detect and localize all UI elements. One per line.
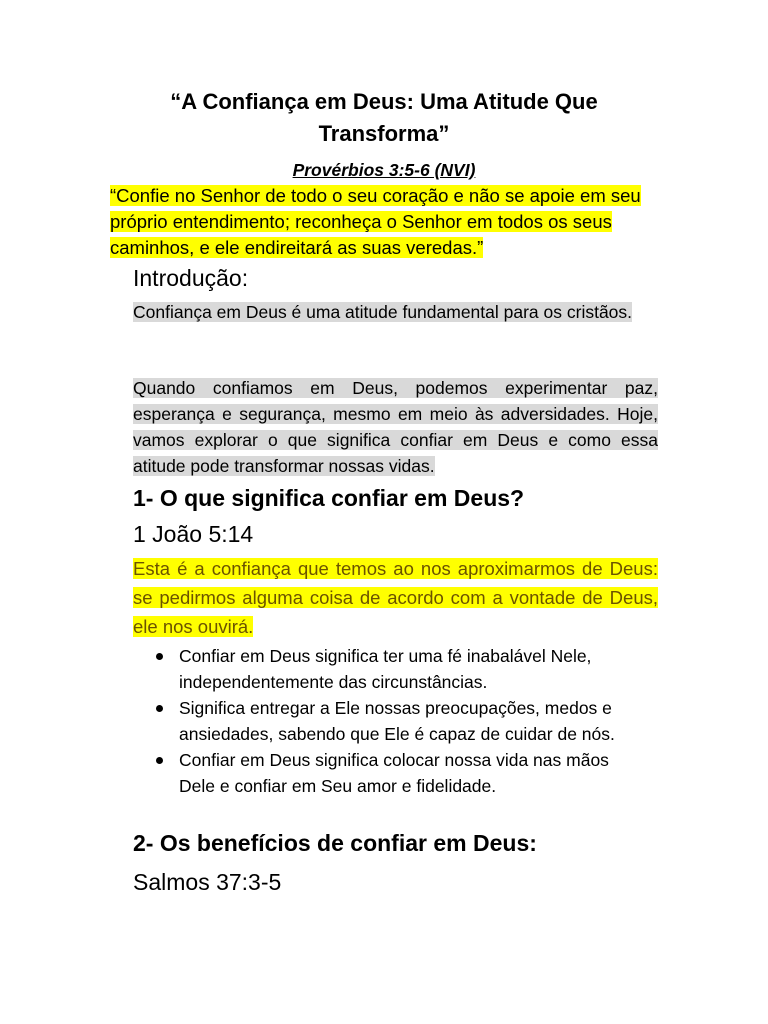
bullet-item — [133, 643, 643, 695]
section-2-heading: 2- Os benefícios de confiar em Deus: — [133, 830, 537, 856]
bullet-dot-icon — [156, 705, 163, 712]
section-1-bullet-list — [133, 643, 643, 799]
scripture-verse — [110, 183, 670, 261]
sermon-title: “A Confiança em Deus: Uma Atitude Que Transforma” — [170, 89, 598, 146]
section-2-reference: Salmos 37:3-5 — [133, 869, 282, 895]
bullet-text: Confiar em Deus significa colocar nossa vida nas mãos Dele e confiar em Seu amor e fidelidade. — [179, 750, 609, 796]
bullet-dot-icon — [156, 653, 163, 660]
section-1-quote-text: Esta é a confiança que temos ao nos aproximarmos de Deus: se pedirmos alguma coisa de acordo com a vontade de Deus, ele nos ouvirá. — [133, 558, 658, 637]
bullet-text: Significa entregar a Ele nossas preocupações, medos e ansiedades, sabendo que Ele é capaz de cuidar de nós. — [179, 698, 615, 744]
intro-paragraph-1 — [133, 299, 658, 325]
section-1-quote — [133, 554, 658, 641]
section-1-heading: 1- O que significa confiar em Deus? — [133, 485, 525, 511]
bullet-text: Confiar em Deus significa ter uma fé inabalável Nele, independentemente das circunstâncias. — [179, 646, 592, 692]
scripture-reference: Provérbios 3:5-6 (NVI) — [292, 160, 476, 180]
intro-paragraph-2-text: Quando confiamos em Deus, podemos experimentar paz, esperança e segurança, mesmo em meio às adversidades. Hoje, vamos explorar o que significa confiar em Deus e como essa atitude pode transformar nossas vidas. — [133, 378, 658, 476]
section-1-reference: 1 João 5:14 — [133, 521, 254, 547]
intro-paragraph-2 — [133, 375, 658, 479]
bullet-item — [133, 747, 643, 799]
intro-heading: Introdução: — [133, 265, 249, 291]
bullet-item — [133, 695, 643, 747]
intro-paragraph-1-text: Confiança em Deus é uma atitude fundamental para os cristãos. — [133, 302, 633, 322]
bullet-dot-icon — [156, 757, 163, 764]
scripture-verse-text: “Confie no Senhor de todo o seu coração e não se apoie em seu próprio entendimento; reconheça o Senhor em todos os seus caminhos, e ele endireitará as suas veredas.” — [110, 185, 641, 258]
